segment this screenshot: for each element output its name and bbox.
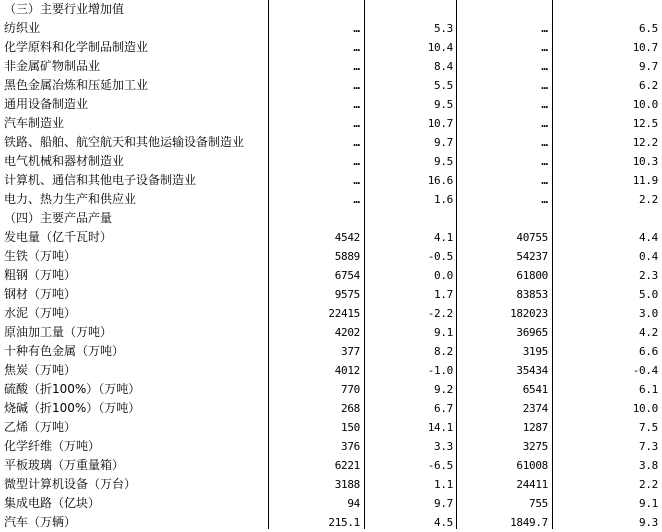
current-growth: 5.5 xyxy=(434,79,453,92)
row-label: 微型计算机设备（万台） xyxy=(4,477,137,491)
row-label: 汽车（万辆） xyxy=(4,515,77,529)
cumulative-value: … xyxy=(541,98,548,111)
cumulative-growth: 0.4 xyxy=(639,250,658,263)
cumulative-growth: 12.5 xyxy=(632,117,658,130)
table-row xyxy=(0,418,662,437)
current-growth: -1.0 xyxy=(427,364,453,377)
current-value: 3188 xyxy=(334,478,360,491)
cumulative-growth: 9.7 xyxy=(639,60,658,73)
current-value: 215.1 xyxy=(328,516,360,529)
table-row xyxy=(0,285,662,304)
cumulative-growth: 3.0 xyxy=(639,307,658,320)
current-growth: 0.0 xyxy=(434,269,453,282)
current-growth: -0.5 xyxy=(427,250,453,263)
row-label: 汽车制造业 xyxy=(4,116,65,130)
cumulative-growth: 5.0 xyxy=(639,288,658,301)
cumulative-growth: 6.1 xyxy=(639,383,658,396)
row-label: 原油加工量（万吨） xyxy=(4,325,113,339)
cumulative-value: 36965 xyxy=(516,326,548,339)
table-row xyxy=(0,380,662,399)
current-growth: 9.1 xyxy=(434,326,453,339)
cumulative-value: … xyxy=(541,136,548,149)
row-label: 平板玻璃（万重量箱） xyxy=(4,458,125,472)
current-growth: -2.2 xyxy=(427,307,453,320)
row-label: 硫酸（折100%）（万吨） xyxy=(4,382,141,396)
current-growth: 16.6 xyxy=(427,174,453,187)
current-value: 6221 xyxy=(334,459,360,472)
table-row xyxy=(0,475,662,494)
cumulative-growth: 2.2 xyxy=(639,193,658,206)
cumulative-value: 755 xyxy=(529,497,548,510)
cumulative-growth: 3.8 xyxy=(639,459,658,472)
cumulative-growth: 10.3 xyxy=(632,155,658,168)
row-label: 生铁（万吨） xyxy=(4,249,77,263)
current-value: … xyxy=(353,98,360,111)
current-value: 4202 xyxy=(334,326,360,339)
cumulative-growth: 7.3 xyxy=(639,440,658,453)
table-row xyxy=(0,209,662,228)
cumulative-value: 3195 xyxy=(522,345,548,358)
cumulative-value: … xyxy=(541,155,548,168)
cumulative-value: 40755 xyxy=(516,231,548,244)
table-row xyxy=(0,114,662,133)
current-value: 4542 xyxy=(334,231,360,244)
row-label: 乙烯（万吨） xyxy=(4,420,77,434)
current-value: 4012 xyxy=(334,364,360,377)
row-label: 铁路、船舶、航空航天和其他运输设备制造业 xyxy=(4,135,245,149)
row-label: 钢材（万吨） xyxy=(4,287,77,301)
row-label: 计算机、通信和其他电子设备制造业 xyxy=(4,173,197,187)
current-value: … xyxy=(353,41,360,54)
current-growth: 14.1 xyxy=(427,421,453,434)
current-value: 9575 xyxy=(334,288,360,301)
current-value: 5889 xyxy=(334,250,360,263)
table-row xyxy=(0,190,662,209)
cumulative-growth: 6.5 xyxy=(639,22,658,35)
row-label: 黑色金属冶炼和压延加工业 xyxy=(4,78,149,92)
cumulative-growth: 4.2 xyxy=(639,326,658,339)
current-value: … xyxy=(353,60,360,73)
cumulative-growth: 2.3 xyxy=(639,269,658,282)
current-growth: -6.5 xyxy=(427,459,453,472)
table-row xyxy=(0,266,662,285)
table-row xyxy=(0,133,662,152)
table-row xyxy=(0,95,662,114)
current-value: 150 xyxy=(341,421,360,434)
row-label: 通用设备制造业 xyxy=(4,97,89,111)
cumulative-value: 35434 xyxy=(516,364,548,377)
row-label: 集成电路（亿块） xyxy=(4,496,101,510)
current-value xyxy=(272,209,360,228)
current-growth: 9.2 xyxy=(434,383,453,396)
current-growth: 4.1 xyxy=(434,231,453,244)
cumulative-value: … xyxy=(541,60,548,73)
row-label: 烧碱（折100%）（万吨） xyxy=(4,401,141,415)
row-label: 粗钢（万吨） xyxy=(4,268,77,282)
cumulative-value: 54237 xyxy=(516,250,548,263)
row-label: （三）主要行业增加值 xyxy=(4,2,125,16)
cumulative-growth: 9.3 xyxy=(639,516,658,529)
cumulative-growth: 10.7 xyxy=(632,41,658,54)
cumulative-growth: 6.6 xyxy=(639,345,658,358)
current-value: … xyxy=(353,174,360,187)
current-value: 268 xyxy=(341,402,360,415)
current-growth: 1.7 xyxy=(434,288,453,301)
row-label: 非金属矿物制品业 xyxy=(4,59,101,73)
current-growth: 3.3 xyxy=(434,440,453,453)
cumulative-value: … xyxy=(541,174,548,187)
current-value: 6754 xyxy=(334,269,360,282)
current-growth: 10.4 xyxy=(427,41,453,54)
row-label: 化学纤维（万吨） xyxy=(4,439,101,453)
row-label: 焦炭（万吨） xyxy=(4,363,77,377)
table-row xyxy=(0,456,662,475)
table-row xyxy=(0,361,662,380)
current-value: … xyxy=(353,22,360,35)
row-label: 电力、热力生产和供应业 xyxy=(4,192,137,206)
current-value: 377 xyxy=(341,345,360,358)
row-label: （四）主要产品产量 xyxy=(4,211,113,225)
row-label: 纺织业 xyxy=(4,21,41,35)
cumulative-growth: 11.9 xyxy=(632,174,658,187)
table-row xyxy=(0,171,662,190)
cumulative-value: 24411 xyxy=(516,478,548,491)
cumulative-value: 2374 xyxy=(522,402,548,415)
row-label: 电气机械和器材制造业 xyxy=(4,154,125,168)
table-row xyxy=(0,247,662,266)
cumulative-value: … xyxy=(541,117,548,130)
table-row xyxy=(0,437,662,456)
current-value: 94 xyxy=(347,497,360,510)
cumulative-value: … xyxy=(541,22,548,35)
current-growth: 1.1 xyxy=(434,478,453,491)
current-value: 22415 xyxy=(328,307,360,320)
current-growth: 9.7 xyxy=(434,136,453,149)
table-row xyxy=(0,342,662,361)
current-growth: 5.3 xyxy=(434,22,453,35)
current-value: … xyxy=(353,136,360,149)
table-row xyxy=(0,0,662,19)
cumulative-value: … xyxy=(541,79,548,92)
current-growth xyxy=(366,0,453,19)
table-row xyxy=(0,304,662,323)
cumulative-value: 83853 xyxy=(516,288,548,301)
cumulative-value: 6541 xyxy=(522,383,548,396)
current-growth: 8.2 xyxy=(434,345,453,358)
row-label: 发电量（亿千瓦时） xyxy=(4,230,113,244)
cumulative-value: 3275 xyxy=(522,440,548,453)
table-row xyxy=(0,323,662,342)
row-label: 化学原料和化学制品制造业 xyxy=(4,40,149,54)
cumulative-growth: 4.4 xyxy=(639,231,658,244)
current-value: … xyxy=(353,193,360,206)
cumulative-growth: 7.5 xyxy=(639,421,658,434)
current-value xyxy=(272,0,360,19)
cumulative-growth: -0.4 xyxy=(632,364,658,377)
row-label: 十种有色金属（万吨） xyxy=(4,344,125,358)
table-row xyxy=(0,513,662,532)
row-label: 水泥（万吨） xyxy=(4,306,77,320)
table-row xyxy=(0,76,662,95)
cumulative-growth: 10.0 xyxy=(632,98,658,111)
cumulative-value: 1287 xyxy=(522,421,548,434)
current-growth: 10.7 xyxy=(427,117,453,130)
table-row xyxy=(0,399,662,418)
cumulative-value: 61008 xyxy=(516,459,548,472)
current-growth: 9.5 xyxy=(434,98,453,111)
cumulative-growth: 2.2 xyxy=(639,478,658,491)
current-value: … xyxy=(353,117,360,130)
cumulative-growth: 9.1 xyxy=(639,497,658,510)
table-row xyxy=(0,228,662,247)
table-row xyxy=(0,152,662,171)
current-growth: 4.5 xyxy=(434,516,453,529)
cumulative-growth: 10.0 xyxy=(632,402,658,415)
current-growth: 6.7 xyxy=(434,402,453,415)
cumulative-value: 182023 xyxy=(510,307,548,320)
cumulative-value: … xyxy=(541,41,548,54)
table-row xyxy=(0,57,662,76)
cumulative-growth: 12.2 xyxy=(632,136,658,149)
cumulative-growth xyxy=(554,209,658,228)
current-value: … xyxy=(353,155,360,168)
current-growth: 1.6 xyxy=(434,193,453,206)
current-growth: 9.5 xyxy=(434,155,453,168)
cumulative-growth xyxy=(554,0,658,19)
current-value: … xyxy=(353,79,360,92)
cumulative-growth: 6.2 xyxy=(639,79,658,92)
current-growth: 8.4 xyxy=(434,60,453,73)
current-growth: 9.7 xyxy=(434,497,453,510)
current-value: 376 xyxy=(341,440,360,453)
table-row xyxy=(0,19,662,38)
cumulative-value xyxy=(460,209,548,228)
current-growth xyxy=(366,209,453,228)
cumulative-value: 61800 xyxy=(516,269,548,282)
cumulative-value: … xyxy=(541,193,548,206)
table-row xyxy=(0,38,662,57)
current-value: 770 xyxy=(341,383,360,396)
cumulative-value xyxy=(460,0,548,19)
cumulative-value: 1849.7 xyxy=(510,516,548,529)
table-row xyxy=(0,494,662,513)
